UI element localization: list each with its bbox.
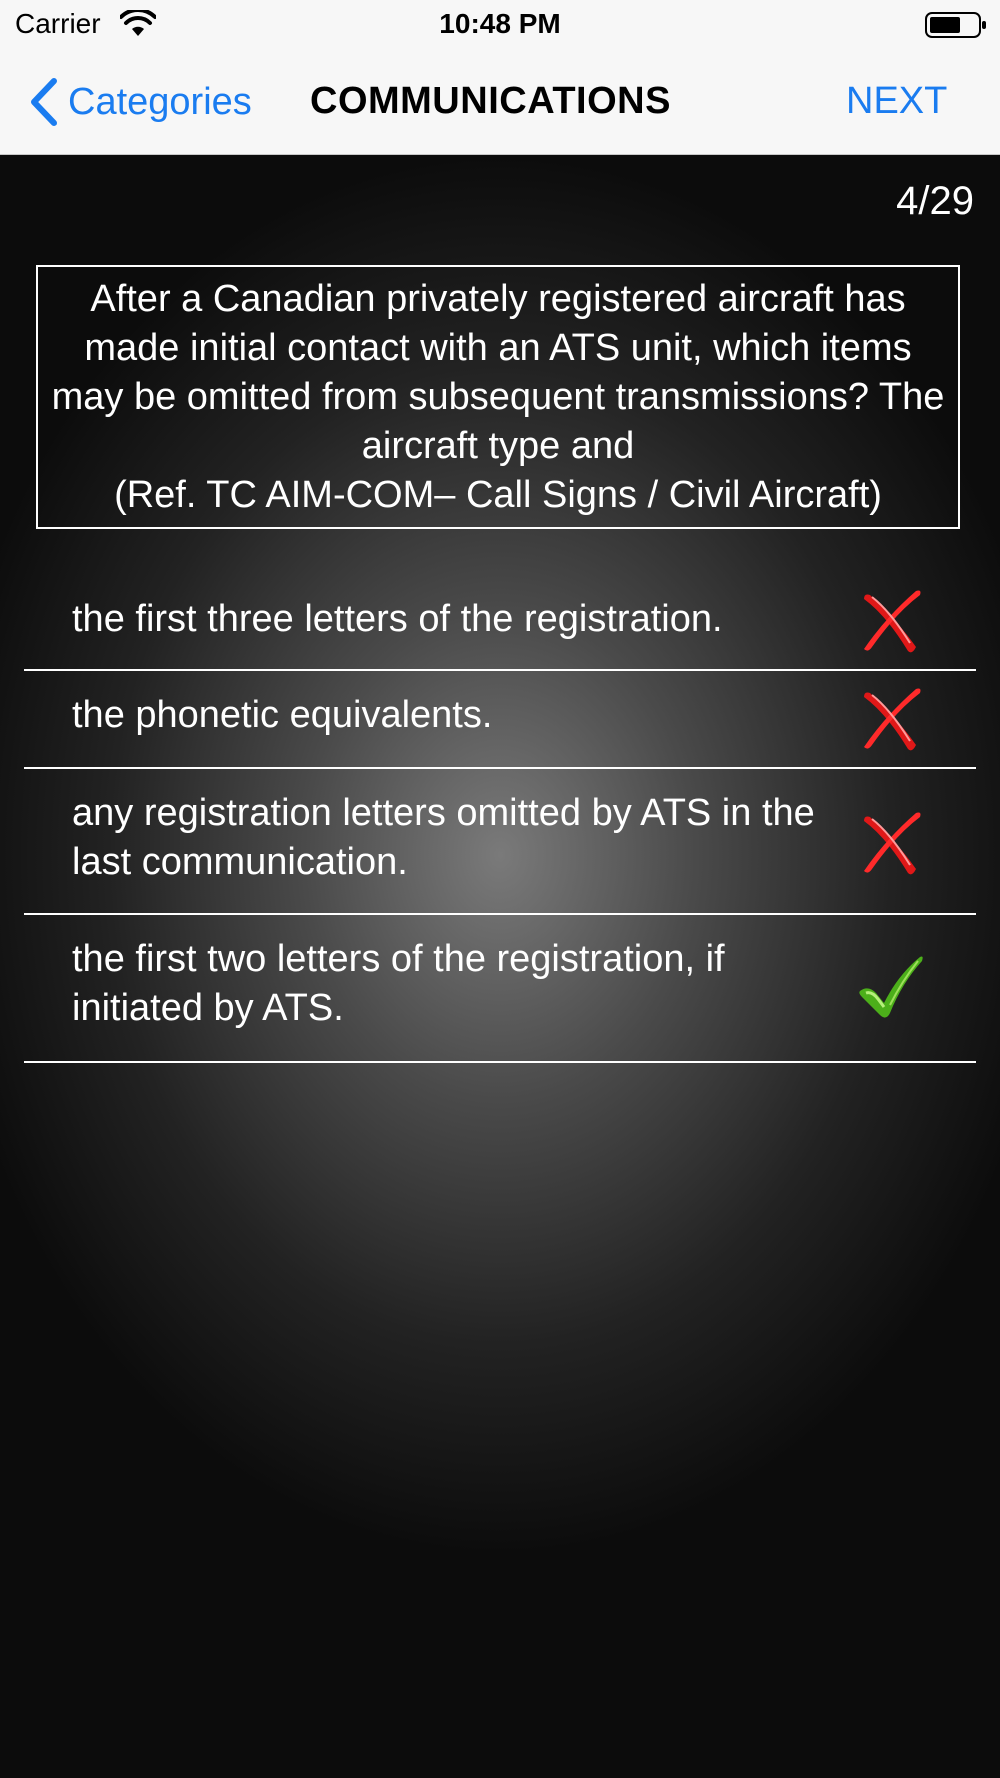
clock: 10:48 PM [439,8,561,39]
back-button-label: Categories [68,80,252,123]
navigation-bar [0,50,1000,155]
answer-option-1[interactable] [24,573,976,671]
answer-option-4[interactable] [24,915,976,1063]
answer-option-3[interactable] [24,769,976,915]
question-body: After a Canadian privately registered aircraft has made initial contact with an ATS unit, which items may be omitted from subsequent transmissions? The aircraft type and [51,277,945,467]
question-text [38,275,958,520]
status-bar [0,0,1000,50]
quiz-content [0,155,1000,1778]
question-counter: 4/29 [896,179,974,223]
question-reference: (Ref. TC AIM-COM– Call Signs / Civil Aircraft) [114,473,882,516]
next-button[interactable]: NEXT [846,80,948,122]
cross-icon [856,589,926,655]
carrier-label: Carrier [15,8,101,39]
back-button[interactable] [28,74,252,130]
page-title: COMMUNICATIONS [310,80,671,122]
answer-option-2[interactable] [24,671,976,769]
battery-icon [925,12,987,38]
answer-text: the first three letters of the registration. [72,598,723,640]
answer-list [24,573,976,1063]
cross-icon [856,687,926,753]
answer-text: any registration letters omitted by ATS in the last communication. [72,792,815,883]
answer-text: the first two letters of the registration, if initiated by ATS. [72,938,725,1029]
answer-text: the phonetic equivalents. [72,694,493,736]
check-icon [856,955,926,1021]
question-box [36,265,960,529]
chevron-left-icon [28,77,58,127]
cross-icon [856,811,926,877]
